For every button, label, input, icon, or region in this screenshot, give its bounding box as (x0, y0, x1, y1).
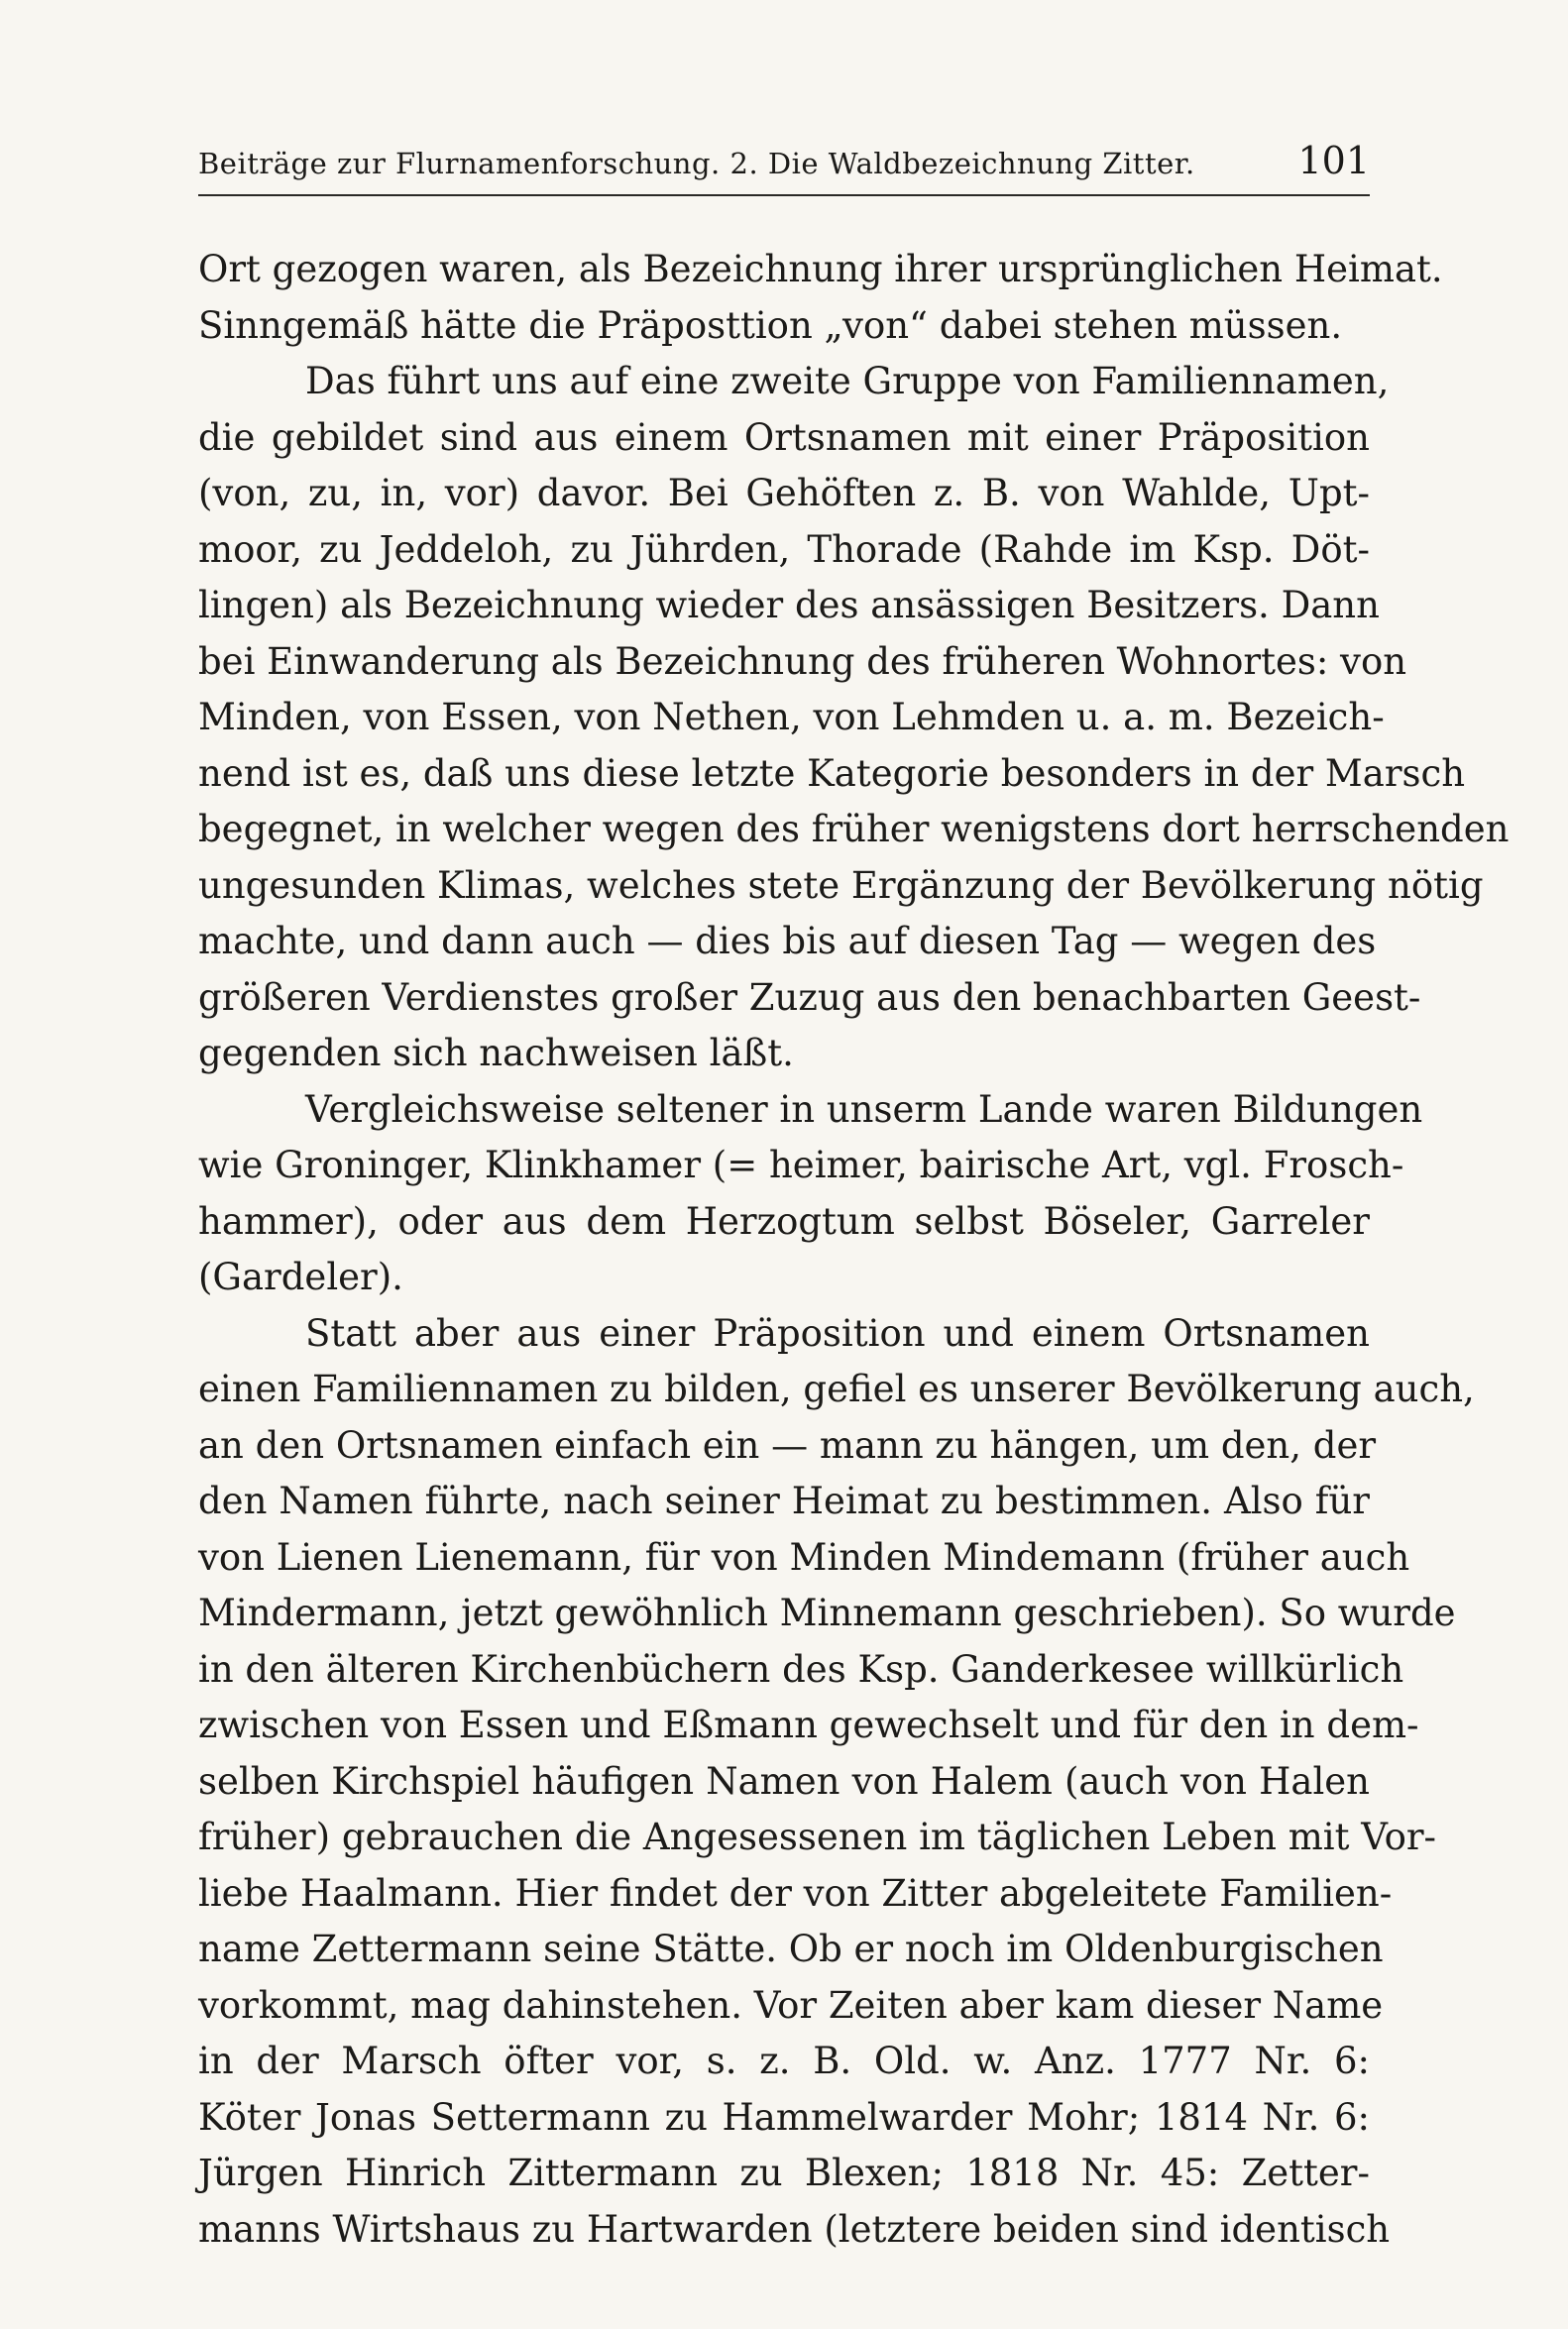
text-line: Mindermann, jetzt gewöhnlich Minnemann geschrieben). So wurde (198, 1592, 1456, 1634)
page-number: 101 (1297, 139, 1370, 182)
text-line: begegnet, in welcher wegen des früher wenigstens dort herrschenden (198, 808, 1510, 850)
text-line: die gebildet sind aus einem Ortsnamen mit einer Präposition (198, 415, 1370, 459)
text-line: Minden, von Essen, von Nethen, von Lehmden u. a. m. Bezeich- (198, 696, 1385, 738)
text-line: nend ist es, daß uns diese letzte Kategorie besonders in der Marsch (198, 751, 1466, 795)
text-line: name Zettermann seine Stätte. Ob er noch im Oldenburgischen (198, 1928, 1384, 1970)
text-line: hammer), oder aus dem Herzogtum selbst Böseler, Garreler (198, 1199, 1370, 1243)
text-line: wie Groninger, Klinkhamer (= heimer, bairische Art, vgl. Frosch- (198, 1144, 1404, 1186)
text-line: von Lienen Lienemann, für von Minden Mindemann (früher auch (198, 1535, 1410, 1579)
text-line: früher) gebrauchen die Angesessenen im täglichen Leben mit Vor- (198, 1816, 1437, 1858)
body-text (198, 242, 1510, 2258)
text-line: selben Kirchspiel häufigen Namen von Halem (auch von Halen (198, 1759, 1370, 1803)
text-line: Statt aber aus einer Präposition und einem Ortsnamen (305, 1311, 1370, 1355)
text-line: (Gardeler). (198, 1256, 403, 1298)
text-line: machte, und dann auch — dies bis auf diesen Tag — wegen des (198, 920, 1377, 962)
text-line: manns Wirtshaus zu Hartwarden (letztere beiden sind identisch (198, 2207, 1391, 2251)
text-line: moor, zu Jeddeloh, zu Jührden, Thorade (Rahde im Ksp. Döt- (198, 527, 1370, 571)
text-line: an den Ortsnamen einfach ein — mann zu hängen, um den, der (198, 1423, 1377, 1467)
running-header (198, 139, 1370, 182)
text-line: den Namen führte, nach seiner Heimat zu bestimmen. Also für (198, 1480, 1370, 1522)
text-line: Ort gezogen waren, als Bezeichnung ihrer ursprünglichen Heimat. (198, 248, 1443, 290)
text-line: liebe Haalmann. Hier findet der von Zitter abgeleitete Familien- (198, 1871, 1393, 1915)
header-rule (198, 194, 1370, 196)
text-line: ungesunden Klimas, welches stete Ergänzung der Bevölkerung nötig (198, 863, 1484, 907)
text-line: Sinngemäß hätte die Präposttion „von“ dabei stehen müssen. (198, 303, 1343, 347)
text-line: Das führt uns auf eine zweite Gruppe von Familiennamen, (305, 360, 1390, 402)
text-line: bei Einwanderung als Bezeichnung des früheren Wohnortes: von (198, 639, 1407, 683)
text-line: lingen) als Bezeichnung wieder des ansässigen Besitzers. Dann (198, 584, 1380, 626)
text-line: einen Familiennamen zu bilden, gefiel es unserer Bevölkerung auch, (198, 1368, 1475, 1410)
text-line: gegenden sich nachweisen läßt. (198, 1032, 794, 1074)
text-line: (von, zu, in, vor) davor. Bei Gehöften z. B. von Wahlde, Upt- (198, 472, 1370, 514)
text-line: in der Marsch öfter vor, s. z. B. Old. w. Anz. 1777 Nr. 6: (198, 2040, 1370, 2082)
text-line: Köter Jonas Settermann zu Hammelwarder Mohr; 1814 Nr. 6: (198, 2095, 1370, 2139)
text-line: in den älteren Kirchenbüchern des Ksp. Ganderkesee willkürlich (198, 1647, 1404, 1691)
text-line: Jürgen Hinrich Zittermann zu Blexen; 1818 Nr. 45: Zetter- (198, 2152, 1370, 2194)
text-line: vorkommt, mag dahinstehen. Vor Zeiten aber kam dieser Name (198, 1983, 1384, 2027)
text-line: Vergleichsweise seltener in unserm Lande waren Bildungen (305, 1087, 1423, 1131)
running-title: Beiträge zur Flurnamenforschung. 2. Die Waldbezeichnung Zitter. (198, 147, 1195, 180)
text-line: zwischen von Essen und Eßmann gewechselt und für den in dem- (198, 1704, 1419, 1746)
text-line: größeren Verdienstes großer Zuzug aus den benachbarten Geest- (198, 975, 1421, 1019)
